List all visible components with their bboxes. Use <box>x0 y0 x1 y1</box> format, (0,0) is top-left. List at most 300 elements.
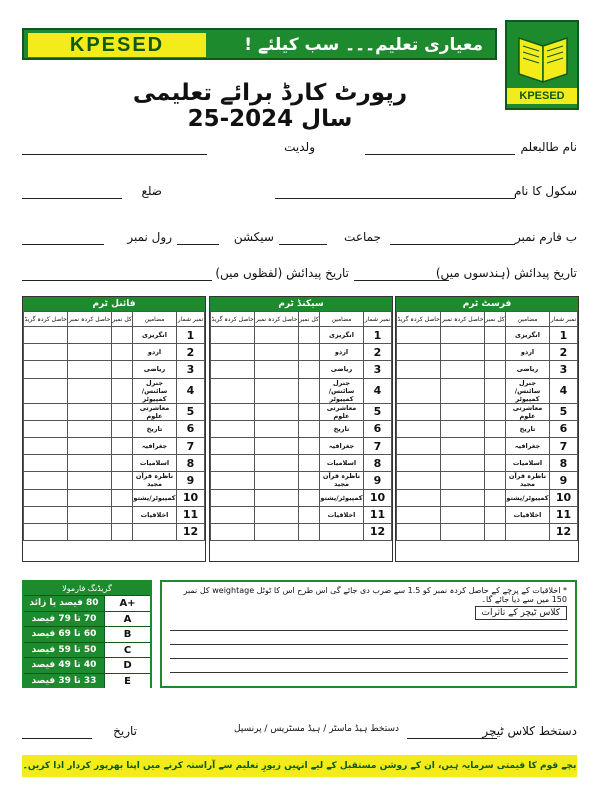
serial-number: 6 <box>364 420 392 437</box>
grade-row <box>24 611 150 627</box>
subject-name: جنرل سائنس/کمپیوٹر <box>506 378 550 403</box>
footer-banner: بچے قوم کا قیمتی سرمایہ ہیں، ان کے روشن مستقبل کے لیے انہیں زیورِ تعلیم سے آراستہ کرنے میں اپنا بھرپور کردار ادا کریں۔ <box>22 755 577 777</box>
serial-number: 2 <box>550 344 578 361</box>
serial-number: 9 <box>550 472 578 489</box>
grade-range: 60 تا 69 فیصد <box>24 627 104 642</box>
column-header: حاصل کردہ گریڈ <box>211 312 255 327</box>
brand-label: KPESED <box>28 33 206 57</box>
marks-cell[interactable] <box>397 420 441 437</box>
marks-cell[interactable] <box>484 489 505 506</box>
marks-cell[interactable] <box>441 361 485 378</box>
grade-row <box>24 657 150 673</box>
class-label: جماعت <box>344 230 381 244</box>
serial-number: 5 <box>550 403 578 420</box>
field-row-dob <box>22 264 577 286</box>
marks-cell[interactable] <box>68 420 112 437</box>
serial-number: 2 <box>364 344 392 361</box>
table-row <box>211 344 392 361</box>
marks-cell[interactable] <box>24 506 68 523</box>
serial-number: 6 <box>550 420 578 437</box>
table-row <box>397 378 578 403</box>
roll-no-label: رول نمبر <box>127 230 172 244</box>
father-name-field[interactable] <box>22 154 207 155</box>
book-icon <box>515 32 571 84</box>
remarks-line[interactable] <box>170 672 568 673</box>
marks-cell[interactable] <box>298 472 319 489</box>
subject-name: تاریخ <box>133 420 177 437</box>
marks-cell[interactable] <box>111 403 132 420</box>
subject-name: جغرافیہ <box>320 437 364 454</box>
column-header: مضامین <box>133 312 177 327</box>
grade-row <box>24 595 150 611</box>
subject-name: ریاضی <box>133 361 177 378</box>
marks-cell[interactable] <box>24 420 68 437</box>
marks-cell[interactable] <box>484 378 505 403</box>
marks-cell[interactable] <box>68 361 112 378</box>
class-teacher-signature-field[interactable] <box>407 738 497 739</box>
marks-cell[interactable] <box>255 437 299 454</box>
table-row <box>211 378 392 403</box>
marks-cell[interactable] <box>24 437 68 454</box>
column-header: حاصل کردہ گریڈ <box>397 312 441 327</box>
marks-cell[interactable] <box>255 327 299 344</box>
serial-number: 3 <box>177 361 205 378</box>
table-row <box>211 506 392 523</box>
table-row <box>397 489 578 506</box>
marks-cell[interactable] <box>111 523 132 540</box>
marks-cell[interactable] <box>298 403 319 420</box>
table-row <box>211 327 392 344</box>
term-title: سیکنڈ ٹرم <box>210 297 392 311</box>
subject-name: کمپیوٹر/پشتو <box>133 489 177 506</box>
page-title: رپورٹ کارڈ برائے تعلیمی سال 2024-25 <box>132 80 408 132</box>
grade-letter: C <box>104 643 150 658</box>
serial-number: 8 <box>364 455 392 472</box>
marks-cell[interactable] <box>298 437 319 454</box>
marks-cell[interactable] <box>211 378 255 403</box>
marks-cell[interactable] <box>397 523 441 540</box>
serial-number: 8 <box>550 455 578 472</box>
marks-cell[interactable] <box>298 489 319 506</box>
marks-cell[interactable] <box>111 455 132 472</box>
student-name-field[interactable] <box>365 154 515 155</box>
marks-cell[interactable] <box>298 506 319 523</box>
field-row-class <box>22 228 577 250</box>
marks-cell[interactable] <box>397 361 441 378</box>
marks-cell[interactable] <box>111 378 132 403</box>
marks-cell[interactable] <box>68 472 112 489</box>
marks-cell[interactable] <box>298 455 319 472</box>
subject-name: کمپیوٹر/پشتو <box>320 489 364 506</box>
column-header: کل نمبر <box>111 312 132 327</box>
marks-cell[interactable] <box>111 420 132 437</box>
field-row-school <box>22 182 577 204</box>
subject-name: معاشرتی علوم <box>133 403 177 420</box>
marks-cell[interactable] <box>298 344 319 361</box>
section-field[interactable] <box>177 244 219 245</box>
marks-cell[interactable] <box>397 378 441 403</box>
grade-range: 70 تا 79 فیصد <box>24 612 104 627</box>
grade-range: 80 فیصد یا زائد <box>24 596 104 611</box>
signature-row <box>22 722 577 742</box>
marks-cell[interactable] <box>441 506 485 523</box>
serial-number: 10 <box>364 489 392 506</box>
marks-cell[interactable] <box>24 489 68 506</box>
marks-cell[interactable] <box>24 523 68 540</box>
column-header: حاصل کردہ نمبر <box>441 312 485 327</box>
subject-name: اردو <box>320 344 364 361</box>
dob-digits-label: تاریخ پیدائش (ہندسوں میں) <box>435 266 577 280</box>
student-name-label: نام طالبعلم <box>520 140 577 154</box>
marks-cell[interactable] <box>441 420 485 437</box>
serial-number: 10 <box>550 489 578 506</box>
dob-digits-field[interactable] <box>354 280 449 281</box>
marks-cell[interactable] <box>484 523 505 540</box>
table-row <box>397 523 578 540</box>
column-header: کل نمبر <box>484 312 505 327</box>
date-field[interactable] <box>22 738 92 739</box>
marks-cell[interactable] <box>397 472 441 489</box>
subject-name: معاشرتی علوم <box>320 403 364 420</box>
serial-number: 1 <box>550 327 578 344</box>
marks-cell[interactable] <box>68 506 112 523</box>
subject-name: کمپیوٹر/پشتو <box>506 489 550 506</box>
table-row <box>397 327 578 344</box>
serial-number: 12 <box>177 523 205 540</box>
marks-cell[interactable] <box>24 344 68 361</box>
marks-cell[interactable] <box>211 361 255 378</box>
marks-cell[interactable] <box>441 523 485 540</box>
marks-cell[interactable] <box>484 437 505 454</box>
dob-words-field[interactable] <box>22 280 212 281</box>
marks-cell[interactable] <box>397 344 441 361</box>
marks-cell[interactable] <box>68 403 112 420</box>
subject-name: انگریزی <box>133 327 177 344</box>
marks-cell[interactable] <box>24 455 68 472</box>
column-header: حاصل کردہ نمبر <box>68 312 112 327</box>
table-row <box>397 437 578 454</box>
remarks-line[interactable] <box>170 630 568 631</box>
term-table <box>395 296 579 562</box>
marks-cell[interactable] <box>211 327 255 344</box>
marks-cell[interactable] <box>68 327 112 344</box>
marks-cell[interactable] <box>255 472 299 489</box>
table-row <box>24 472 205 489</box>
subject-name: ریاضی <box>320 361 364 378</box>
serial-number: 5 <box>177 403 205 420</box>
date-label: تاریخ <box>113 724 137 738</box>
marks-cell[interactable] <box>24 361 68 378</box>
marks-cell[interactable] <box>211 523 255 540</box>
subject-name: انگریزی <box>320 327 364 344</box>
marks-cell[interactable] <box>298 420 319 437</box>
term-table <box>22 296 206 562</box>
marks-cell[interactable] <box>24 378 68 403</box>
marks-cell[interactable] <box>255 378 299 403</box>
subject-name: جغرافیہ <box>133 437 177 454</box>
table-row <box>211 489 392 506</box>
table-row <box>211 420 392 437</box>
column-header: مضامین <box>506 312 550 327</box>
grade-letter: E <box>104 674 150 689</box>
marks-cell[interactable] <box>441 344 485 361</box>
serial-number: 3 <box>550 361 578 378</box>
remarks-line[interactable] <box>170 644 568 645</box>
table-row <box>397 455 578 472</box>
serial-number: 4 <box>550 378 578 403</box>
subject-name: اسلامیات <box>320 455 364 472</box>
subject-name: ناظرہ قرآن مجید <box>320 472 364 489</box>
term-title: فائنل ٹرم <box>23 297 205 311</box>
marks-cell[interactable] <box>397 327 441 344</box>
serial-number: 1 <box>177 327 205 344</box>
marks-cell[interactable] <box>441 378 485 403</box>
serial-number: 12 <box>364 523 392 540</box>
marks-cell[interactable] <box>255 506 299 523</box>
grade-letter: D <box>104 658 150 673</box>
marks-cell[interactable] <box>397 437 441 454</box>
school-name-field[interactable] <box>275 198 515 199</box>
marks-cell[interactable] <box>397 403 441 420</box>
marks-cell[interactable] <box>211 489 255 506</box>
b-form-field[interactable] <box>390 244 515 245</box>
subject-name: اسلامیات <box>506 455 550 472</box>
serial-number: 11 <box>364 506 392 523</box>
table-row <box>24 344 205 361</box>
term-table <box>209 296 393 562</box>
table-row <box>397 420 578 437</box>
marks-cell[interactable] <box>111 506 132 523</box>
marks-cell[interactable] <box>397 489 441 506</box>
marks-cell[interactable] <box>441 455 485 472</box>
remarks-box <box>160 580 577 688</box>
ethics-note: * اخلاقیات کے پرچے کے حاصل کردہ نمبر کو 1.5 سے ضرب دی جائے گی اس طرح اس کا ٹوٹل weightage کل نمبر 150 میں سے دیا جائے گا۔ <box>183 586 567 604</box>
table-row <box>211 361 392 378</box>
head-signature-label: دستخط ہیڈ ماسٹر / ہیڈ مسٹریس / پرنسپل <box>234 724 399 734</box>
district-label: ضلع <box>141 184 162 198</box>
table-row <box>24 420 205 437</box>
marks-cell[interactable] <box>211 403 255 420</box>
serial-number: 5 <box>364 403 392 420</box>
subject-name: اخلاقیات <box>506 506 550 523</box>
serial-number: 9 <box>177 472 205 489</box>
b-form-label: ب فارم نمبر <box>514 230 577 244</box>
serial-number: 1 <box>364 327 392 344</box>
column-header: نمبر شمار <box>550 312 578 327</box>
serial-number: 7 <box>364 437 392 454</box>
dob-words-label: تاریخ پیدائش (لفظوں میں) <box>215 266 349 280</box>
column-header: حاصل کردہ نمبر <box>255 312 299 327</box>
district-field[interactable] <box>22 198 122 199</box>
kpesed-logo <box>505 20 579 110</box>
table-row <box>24 437 205 454</box>
table-row <box>397 403 578 420</box>
marks-cell[interactable] <box>111 489 132 506</box>
grade-letter: B <box>104 627 150 642</box>
table-row <box>211 472 392 489</box>
column-header: حاصل کردہ گریڈ <box>24 312 68 327</box>
serial-number: 12 <box>550 523 578 540</box>
marks-cell[interactable] <box>484 506 505 523</box>
table-row <box>397 472 578 489</box>
subject-name <box>320 523 364 540</box>
grade-row <box>24 673 150 689</box>
marks-cell[interactable] <box>111 437 132 454</box>
marks-cell[interactable] <box>255 523 299 540</box>
header-banner <box>22 28 497 60</box>
marks-cell[interactable] <box>24 327 68 344</box>
marks-cell[interactable] <box>397 506 441 523</box>
table-row <box>24 455 205 472</box>
column-header: کل نمبر <box>298 312 319 327</box>
subject-name: اردو <box>133 344 177 361</box>
grade-row <box>24 626 150 642</box>
column-header: نمبر شمار <box>364 312 392 327</box>
subject-name: ریاضی <box>506 361 550 378</box>
subject-name: اسلامیات <box>133 455 177 472</box>
serial-number: 4 <box>364 378 392 403</box>
marks-cell[interactable] <box>111 361 132 378</box>
table-row <box>211 455 392 472</box>
table-row <box>24 361 205 378</box>
marks-cell[interactable] <box>441 437 485 454</box>
marks-cell[interactable] <box>484 344 505 361</box>
marks-cell[interactable] <box>484 361 505 378</box>
subject-name: اردو <box>506 344 550 361</box>
marks-cell[interactable] <box>255 403 299 420</box>
marks-cell[interactable] <box>298 523 319 540</box>
subject-name <box>133 523 177 540</box>
grading-title: گریڈنگ فارمولا <box>24 582 150 595</box>
marks-cell[interactable] <box>484 327 505 344</box>
table-row <box>24 378 205 403</box>
remarks-line[interactable] <box>170 658 568 659</box>
subject-name <box>506 523 550 540</box>
column-header: مضامین <box>320 312 364 327</box>
table-row <box>211 403 392 420</box>
table-row <box>211 437 392 454</box>
serial-number: 9 <box>364 472 392 489</box>
marks-cell[interactable] <box>255 344 299 361</box>
marks-cell[interactable] <box>298 361 319 378</box>
grade-range: 40 تا 49 فیصد <box>24 658 104 673</box>
class-field[interactable] <box>279 244 327 245</box>
logo-label: KPESED <box>507 88 577 104</box>
marks-cell[interactable] <box>484 455 505 472</box>
marks-cell[interactable] <box>441 489 485 506</box>
marks-cell[interactable] <box>255 420 299 437</box>
marks-cell[interactable] <box>211 420 255 437</box>
table-row <box>397 506 578 523</box>
serial-number: 4 <box>177 378 205 403</box>
marks-cell[interactable] <box>255 361 299 378</box>
marks-cell[interactable] <box>397 455 441 472</box>
subject-name: ناظرہ قرآن مجید <box>133 472 177 489</box>
serial-number: 10 <box>177 489 205 506</box>
marks-cell[interactable] <box>68 378 112 403</box>
marks-cell[interactable] <box>68 455 112 472</box>
school-name-label: سکول کا نام <box>513 184 577 198</box>
marks-cell[interactable] <box>211 506 255 523</box>
slogan: معیاری تعلیم۔۔۔ سب کیلئے ! <box>244 35 483 55</box>
serial-number: 11 <box>177 506 205 523</box>
column-header: نمبر شمار <box>177 312 205 327</box>
marks-cell[interactable] <box>441 327 485 344</box>
grade-letter: A+ <box>104 596 150 611</box>
marks-cell[interactable] <box>68 489 112 506</box>
marks-cell[interactable] <box>111 472 132 489</box>
marks-cell[interactable] <box>24 472 68 489</box>
grade-range: 50 تا 59 فیصد <box>24 643 104 658</box>
table-row <box>24 506 205 523</box>
marks-cell[interactable] <box>211 455 255 472</box>
marks-cell[interactable] <box>298 327 319 344</box>
marks-cell[interactable] <box>484 420 505 437</box>
marks-cell[interactable] <box>484 472 505 489</box>
marks-cell[interactable] <box>68 344 112 361</box>
marks-cell[interactable] <box>298 378 319 403</box>
marks-cell[interactable] <box>255 455 299 472</box>
subject-name: اخلاقیات <box>133 506 177 523</box>
marks-cell[interactable] <box>211 344 255 361</box>
section-label: سیکشن <box>233 230 274 244</box>
table-row <box>397 344 578 361</box>
table-row <box>211 523 392 540</box>
grading-formula <box>22 580 152 688</box>
grade-row <box>24 642 150 658</box>
marks-cell[interactable] <box>255 489 299 506</box>
serial-number: 11 <box>550 506 578 523</box>
serial-number: 8 <box>177 455 205 472</box>
table-row <box>24 489 205 506</box>
roll-no-field[interactable] <box>22 244 104 245</box>
table-row <box>24 523 205 540</box>
table-row <box>397 361 578 378</box>
serial-number: 7 <box>177 437 205 454</box>
marks-cell[interactable] <box>484 403 505 420</box>
father-name-label: ولدیت <box>284 140 315 154</box>
subject-name: اخلاقیات <box>320 506 364 523</box>
serial-number: 6 <box>177 420 205 437</box>
marks-cell[interactable] <box>441 403 485 420</box>
subject-name: انگریزی <box>506 327 550 344</box>
grade-letter: A <box>104 612 150 627</box>
subject-name: جنرل سائنس/کمپیوٹر <box>133 378 177 403</box>
field-row-name <box>22 138 577 160</box>
marks-cell[interactable] <box>68 523 112 540</box>
subject-name: تاریخ <box>506 420 550 437</box>
subject-name: جنرل سائنس/کمپیوٹر <box>320 378 364 403</box>
serial-number: 3 <box>364 361 392 378</box>
marks-cell[interactable] <box>111 327 132 344</box>
marks-cell[interactable] <box>111 344 132 361</box>
marks-cell[interactable] <box>211 437 255 454</box>
marks-cell[interactable] <box>211 472 255 489</box>
table-row <box>24 403 205 420</box>
subject-name: تاریخ <box>320 420 364 437</box>
marks-cell[interactable] <box>24 403 68 420</box>
term-title: فرسٹ ٹرم <box>396 297 578 311</box>
marks-cell[interactable] <box>68 437 112 454</box>
subject-name: جغرافیہ <box>506 437 550 454</box>
teacher-remarks-label: کلاس ٹیچر کے تاثرات <box>475 606 567 620</box>
serial-number: 7 <box>550 437 578 454</box>
serial-number: 2 <box>177 344 205 361</box>
subject-name: معاشرتی علوم <box>506 403 550 420</box>
marks-cell[interactable] <box>441 472 485 489</box>
grade-range: 33 تا 39 فیصد <box>24 674 104 689</box>
class-teacher-signature-label: دستخط کلاس ٹیچر <box>482 724 577 738</box>
